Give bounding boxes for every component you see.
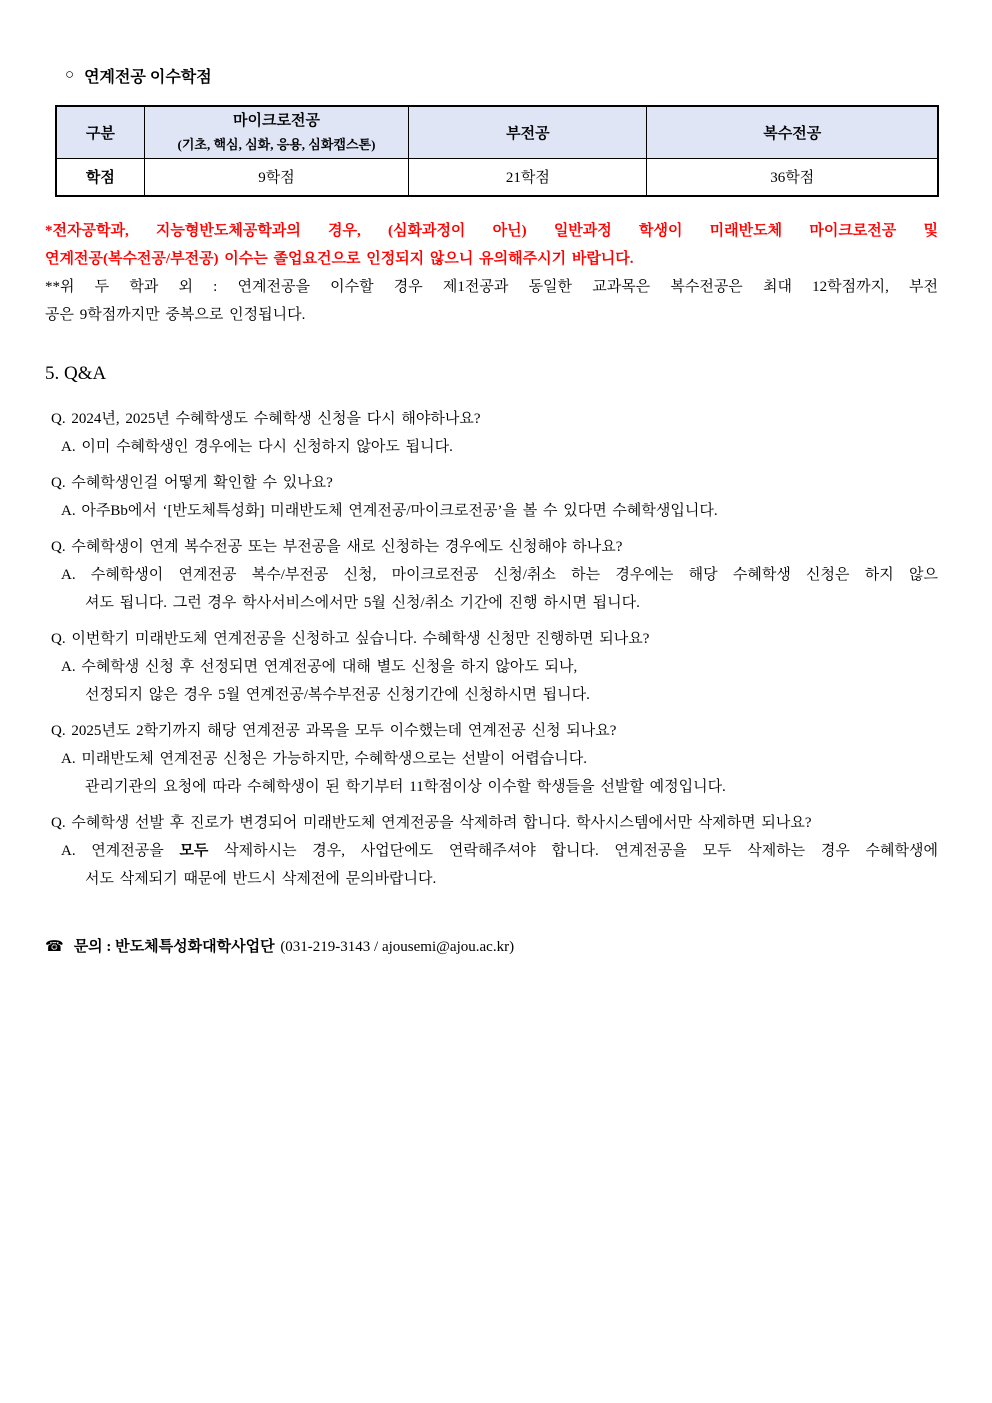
answer-text: A. 이미 수혜학생인 경우에는 다시 신청하지 않아도 됩니다. [61, 439, 453, 455]
duplicate-credit-note-line2: 공은 9학점까지만 중복으로 인정됩니다. [45, 307, 306, 323]
qa-item-4 [45, 625, 938, 709]
qa-item-5 [45, 717, 938, 801]
contact-info: (031-219-3143 / ajousemi@ajou.ac.kr) [280, 939, 515, 955]
notes-block [45, 217, 938, 329]
qa-list [45, 405, 938, 893]
warning-note-line2: 연계전공(복수전공/부전공) 이수는 졸업요건으로 인정되지 않으니 유의해주시기 바랍니다. [45, 251, 634, 267]
answer-text-line1 [45, 837, 938, 865]
answer-segment: 삭제하시는 경우, 사업단에도 연락해주셔야 합니다. 연계전공을 모두 삭제하는 경우 수혜학생에 [208, 843, 938, 859]
question-text: Q. 수혜학생인걸 어떻게 확인할 수 있나요? [51, 475, 333, 491]
micro-credits-value: 9학점 [144, 158, 409, 196]
qa-item-3 [45, 533, 938, 617]
header-double-major: 복수전공 [647, 106, 938, 158]
header-category: 구분 [56, 106, 144, 158]
answer-text-line1: A. 수혜학생이 연계전공 복수/부전공 신청, 마이크로전공 신청/취소 하는 경우에는 해당 수혜학생 신청은 하지 않으 [61, 567, 938, 583]
section-title [45, 64, 942, 87]
question-text: Q. 2025년도 2학기까지 해당 연계전공 과목을 모두 이수했는데 연계전공 신청 되나요? [51, 723, 617, 739]
contact-footer [45, 935, 942, 956]
credits-table [55, 105, 939, 197]
warning-note-line1: *전자공학과, 지능형반도체공학과의 경우, (심화과정이 아닌) 일반과정 학생이 미래반도체 마이크로전공 및 [45, 223, 938, 239]
answer-segment-bold: 모두 [179, 843, 209, 859]
qa-item-1 [45, 405, 938, 461]
telephone-icon: ☎ [45, 939, 64, 955]
duplicate-credit-note-line1: **위 두 학과 외 : 연계전공을 이수할 경우 제1전공과 동일한 교과목은 복수전공은 최대 12학점까지, 부전 [45, 279, 938, 295]
question-text: Q. 수혜학생 선발 후 진로가 변경되어 미래반도체 연계전공을 삭제하려 합니다. 학사시스템에서만 삭제하면 되나요? [51, 815, 812, 831]
question-text: Q. 2024년, 2025년 수혜학생도 수혜학생 신청을 다시 해야하나요? [51, 411, 481, 427]
qa-section-heading: 5. Q&A [45, 363, 107, 384]
qa-item-2 [45, 469, 938, 525]
answer-segment: A. 연계전공을 [61, 843, 180, 859]
micro-major-title: 마이크로전공 [233, 113, 320, 130]
contact-label: 문의 : 반도체특성화대학사업단 [73, 939, 275, 955]
header-micro-major [144, 106, 409, 158]
question-text: Q. 이번학기 미래반도체 연계전공을 신청하고 싶습니다. 수혜학생 신청만 진행하면 되나요? [51, 631, 650, 647]
micro-major-subtitle: (기초, 핵심, 심화, 응용, 심화캡스톤) [177, 136, 376, 152]
question-text: Q. 수혜학생이 연계 복수전공 또는 부전공을 새로 신청하는 경우에도 신청해야 하나요? [51, 539, 623, 555]
answer-text: A. 아주Bb에서 ‘[반도체특성화] 미래반도체 연계전공/마이크로전공’을 볼 수 있다면 수혜학생입니다. [61, 503, 718, 519]
minor-credits-value: 21학점 [409, 158, 647, 196]
section-title-text: 연계전공 이수학점 [84, 69, 212, 86]
qa-item-6 [45, 809, 938, 893]
double-major-credits-value: 36학점 [647, 158, 938, 196]
answer-text-line2: 선정되지 않은 경우 5월 연계전공/복수부전공 신청기간에 신청하시면 됩니다. [85, 687, 590, 703]
circle-bullet-icon: ○ [65, 67, 75, 83]
row-label-credits: 학점 [56, 158, 144, 196]
answer-text-line1: A. 수혜학생 신청 후 선정되면 연계전공에 대해 별도 신청을 하지 않아도 되나, [61, 659, 578, 675]
answer-text-line2: 서도 삭제되기 때문에 반드시 삭제전에 문의바랍니다. [85, 871, 437, 887]
table-row [56, 158, 938, 196]
answer-text-line2: 셔도 됩니다. 그런 경우 학사서비스에서만 5월 신청/취소 기간에 진행 하시면 됩니다. [85, 595, 640, 611]
answer-text-line1: A. 미래반도체 연계전공 신청은 가능하지만, 수혜학생으로는 선발이 어렵습니다. [61, 751, 588, 767]
header-minor: 부전공 [409, 106, 647, 158]
table-header-row [56, 106, 938, 158]
answer-text-line2: 관리기관의 요청에 따라 수혜학생이 된 학기부터 11학점이상 이수할 학생들을 선발할 예정입니다. [85, 779, 726, 795]
